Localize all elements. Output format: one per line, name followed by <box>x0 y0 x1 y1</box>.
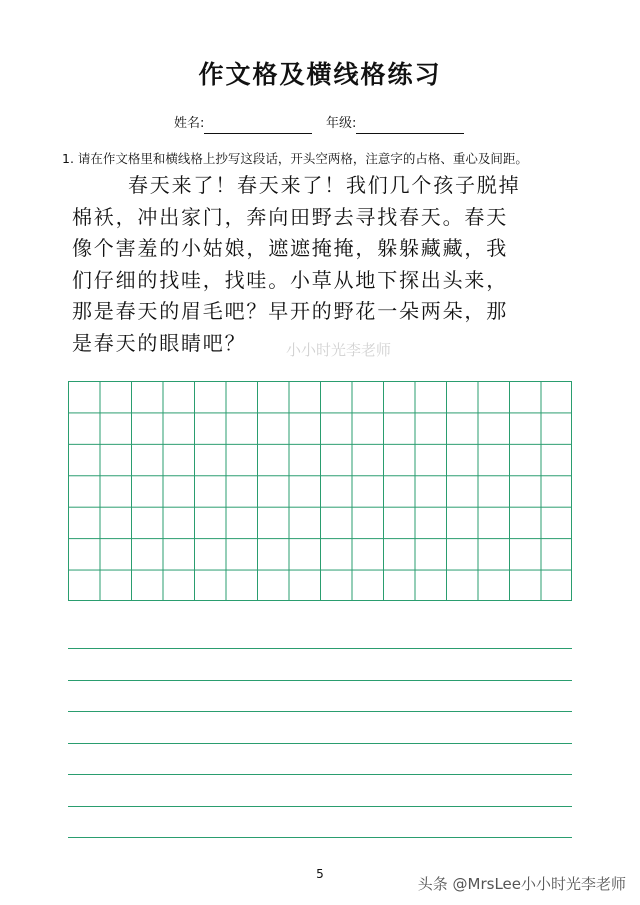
ruled-line <box>68 806 572 807</box>
page-title: 作文格及横线格练习 <box>198 60 442 89</box>
passage-line: 棉袄，冲出家门，奔向田野去寻找春天。春天 <box>72 204 508 229</box>
passage-line: 像个害羞的小姑娘，遮遮掩掩，躲躲藏藏，我 <box>72 236 508 260</box>
page-number: 5 <box>316 867 324 881</box>
passage-line: 们仔细的找哇，找哇。小草从地下探出头来， <box>72 267 508 292</box>
student-info-row <box>0 114 640 138</box>
passage-line: 春天来了！春天来了！我们几个孩子脱掉 <box>128 173 521 197</box>
passage-line: 是春天的眼睛吧？ <box>72 330 247 355</box>
grade-label: 年级: <box>326 116 357 131</box>
writing-grid <box>68 381 572 601</box>
name-blank-line <box>204 133 312 134</box>
ruled-line <box>68 680 572 681</box>
ruled-line <box>68 774 572 775</box>
grade-blank-line <box>356 133 464 134</box>
passage-line: 那是春天的眉毛吧？早开的野花一朵两朵，那 <box>72 299 508 323</box>
ruled-line <box>68 648 572 649</box>
center-watermark: 小小时光李老师 <box>286 341 392 359</box>
ruled-line <box>68 837 572 838</box>
name-label: 姓名: <box>174 116 205 131</box>
ruled-lines <box>68 648 572 848</box>
instruction-text: 1. 请在作文格里和横线格上抄写这段话，开头空两格，注意字的占格、重心及间距。 <box>62 151 528 166</box>
passage-text <box>72 170 592 359</box>
ruled-line <box>68 711 572 712</box>
footer-watermark: 头条 @MrsLee小小时光李老师 <box>417 875 626 893</box>
ruled-line <box>68 743 572 744</box>
